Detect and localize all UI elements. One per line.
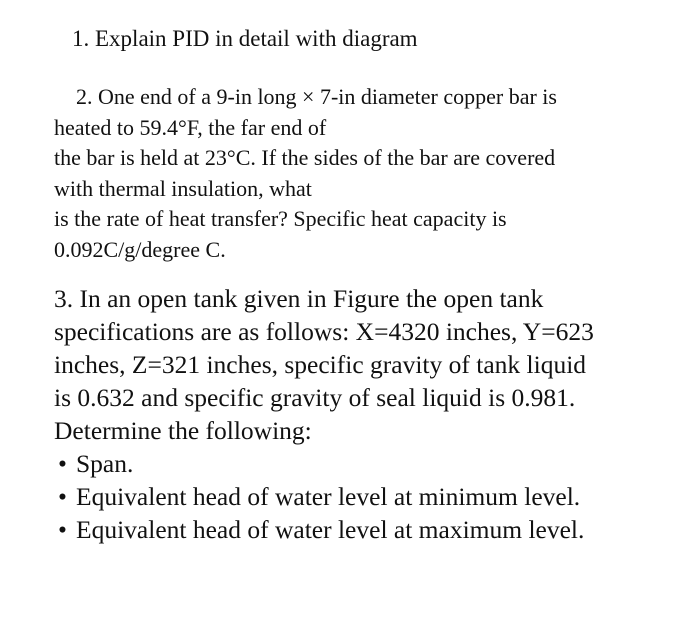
question-1: 1. Explain PID in detail with diagram [72,26,418,51]
bullet-icon: • [58,515,67,544]
bullet-item-span [54,447,594,480]
bullet-icon: • [58,482,67,511]
bullet-item-min-level [54,480,594,513]
question-2 [54,82,557,265]
question-3-line: is 0.632 and specific gravity of seal liquid is 0.981. [54,383,576,412]
question-3-line: inches, Z=321 inches, specific gravity of tank liquid [54,350,587,379]
question-2-line: 2. One end of a 9-in long × 7-in diameter copper bar is [76,84,557,109]
question-2-line: is the rate of heat transfer? Specific heat capacity is [54,206,507,231]
question-2-line: with thermal insulation, what [54,175,312,201]
bullet-item-max-level [54,513,594,546]
question-2-line: 0.092C/g/degree C. [54,236,226,262]
question-3-line: Determine the following: [54,416,312,445]
bullet-text: Span. [76,449,134,478]
question-3 [54,282,594,546]
question-3-line: specifications are as follows: X=4320 inches, Y=623 [54,317,594,346]
bullet-text: Equivalent head of water level at minimum level. [76,482,581,511]
bullet-text: Equivalent head of water level at maximum level. [76,515,585,544]
bullet-icon: • [58,449,67,478]
question-3-line: 3. In an open tank given in Figure the open tank [54,284,544,313]
question-2-line: heated to 59.4°F, the far end of [54,114,327,140]
question-2-line: the bar is held at 23°C. If the sides of the bar are covered [54,145,556,170]
